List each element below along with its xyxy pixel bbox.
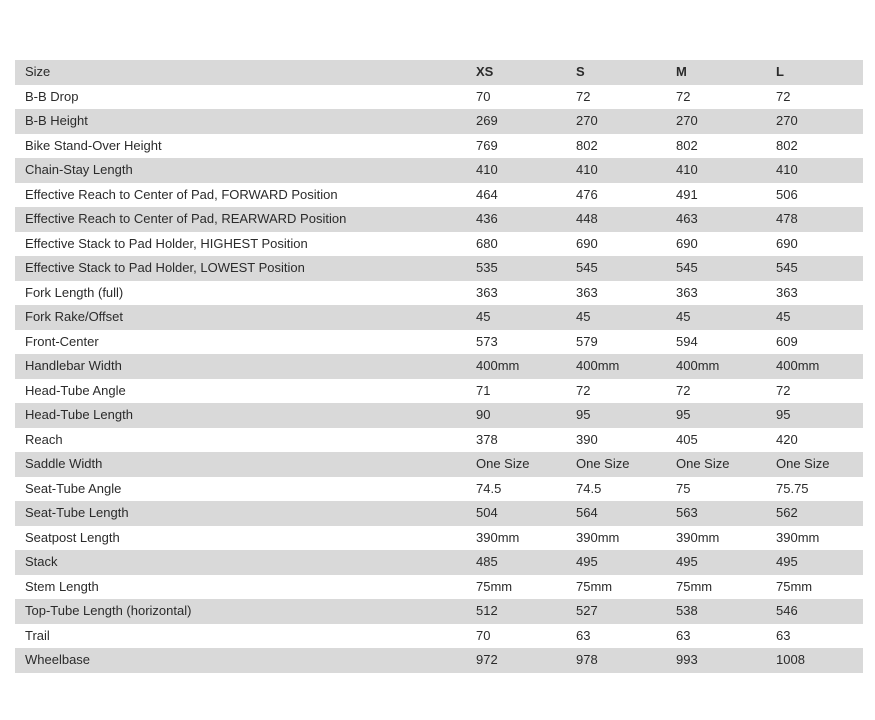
table-row: [15, 305, 863, 330]
value-cell: 72: [566, 379, 666, 404]
value-cell: 45: [766, 305, 863, 330]
value-cell: 420: [766, 428, 863, 453]
row-label-cell: Head-Tube Length: [15, 403, 466, 428]
value-cell: 270: [566, 109, 666, 134]
value-cell: 70: [466, 624, 566, 649]
value-cell: 769: [466, 134, 566, 159]
table-row: [15, 330, 863, 355]
value-cell: 45: [566, 305, 666, 330]
row-label-cell: Head-Tube Angle: [15, 379, 466, 404]
value-cell: 436: [466, 207, 566, 232]
value-cell: 270: [766, 109, 863, 134]
table-header-row: [15, 60, 863, 85]
row-label-cell: Stem Length: [15, 575, 466, 600]
value-cell: 63: [566, 624, 666, 649]
value-cell: 269: [466, 109, 566, 134]
value-cell: 75mm: [766, 575, 863, 600]
value-cell: 802: [666, 134, 766, 159]
size-header-l: L: [766, 60, 863, 85]
value-cell: 75.75: [766, 477, 863, 502]
value-cell: 45: [666, 305, 766, 330]
header-label-cell: Size: [15, 60, 466, 85]
value-cell: 390mm: [566, 526, 666, 551]
value-cell: 72: [666, 379, 766, 404]
row-label-cell: Bike Stand-Over Height: [15, 134, 466, 159]
value-cell: 527: [566, 599, 666, 624]
table-row: [15, 452, 863, 477]
row-label-cell: Top-Tube Length (horizontal): [15, 599, 466, 624]
row-label-cell: B-B Height: [15, 109, 466, 134]
table-row: [15, 599, 863, 624]
value-cell: 75mm: [666, 575, 766, 600]
value-cell: 363: [666, 281, 766, 306]
size-header-m: M: [666, 60, 766, 85]
row-label-cell: Seat-Tube Angle: [15, 477, 466, 502]
row-label-cell: Effective Stack to Pad Holder, HIGHEST Position: [15, 232, 466, 257]
value-cell: 95: [766, 403, 863, 428]
row-label-cell: B-B Drop: [15, 85, 466, 110]
row-label-cell: Effective Reach to Center of Pad, FORWARD Position: [15, 183, 466, 208]
value-cell: 410: [766, 158, 863, 183]
row-label-cell: Effective Reach to Center of Pad, REARWARD Position: [15, 207, 466, 232]
value-cell: 390: [566, 428, 666, 453]
row-label-cell: Wheelbase: [15, 648, 466, 673]
value-cell: 972: [466, 648, 566, 673]
row-label-cell: Seat-Tube Length: [15, 501, 466, 526]
table-row: [15, 550, 863, 575]
value-cell: 75mm: [566, 575, 666, 600]
value-cell: 485: [466, 550, 566, 575]
row-label-cell: Effective Stack to Pad Holder, LOWEST Position: [15, 256, 466, 281]
row-label-cell: Chain-Stay Length: [15, 158, 466, 183]
value-cell: 579: [566, 330, 666, 355]
value-cell: 45: [466, 305, 566, 330]
value-cell: 95: [666, 403, 766, 428]
value-cell: 400mm: [666, 354, 766, 379]
value-cell: 680: [466, 232, 566, 257]
value-cell: 545: [766, 256, 863, 281]
value-cell: 594: [666, 330, 766, 355]
value-cell: 75mm: [466, 575, 566, 600]
value-cell: 463: [666, 207, 766, 232]
value-cell: 95: [566, 403, 666, 428]
value-cell: 573: [466, 330, 566, 355]
value-cell: One Size: [666, 452, 766, 477]
row-label-cell: Seatpost Length: [15, 526, 466, 551]
value-cell: 564: [566, 501, 666, 526]
value-cell: 690: [766, 232, 863, 257]
value-cell: 75: [666, 477, 766, 502]
table-row: [15, 158, 863, 183]
value-cell: 74.5: [466, 477, 566, 502]
value-cell: One Size: [466, 452, 566, 477]
row-label-cell: Reach: [15, 428, 466, 453]
value-cell: 400mm: [566, 354, 666, 379]
value-cell: 72: [666, 85, 766, 110]
value-cell: 71: [466, 379, 566, 404]
table-row: [15, 624, 863, 649]
value-cell: 504: [466, 501, 566, 526]
size-header-xs: XS: [466, 60, 566, 85]
row-label-cell: Handlebar Width: [15, 354, 466, 379]
value-cell: 410: [566, 158, 666, 183]
value-cell: 491: [666, 183, 766, 208]
row-label-cell: Trail: [15, 624, 466, 649]
table-row: [15, 354, 863, 379]
value-cell: 545: [666, 256, 766, 281]
value-cell: 506: [766, 183, 863, 208]
table-row: [15, 232, 863, 257]
value-cell: 563: [666, 501, 766, 526]
value-cell: 495: [766, 550, 863, 575]
value-cell: 464: [466, 183, 566, 208]
size-header-s: S: [566, 60, 666, 85]
value-cell: 512: [466, 599, 566, 624]
value-cell: 609: [766, 330, 863, 355]
row-label-cell: Fork Length (full): [15, 281, 466, 306]
value-cell: 495: [566, 550, 666, 575]
value-cell: 690: [566, 232, 666, 257]
table-row: [15, 256, 863, 281]
value-cell: 476: [566, 183, 666, 208]
value-cell: 400mm: [466, 354, 566, 379]
value-cell: 993: [666, 648, 766, 673]
value-cell: 478: [766, 207, 863, 232]
value-cell: 378: [466, 428, 566, 453]
table-row: [15, 501, 863, 526]
value-cell: 405: [666, 428, 766, 453]
value-cell: One Size: [766, 452, 863, 477]
value-cell: 978: [566, 648, 666, 673]
table-row: [15, 183, 863, 208]
value-cell: 72: [766, 85, 863, 110]
value-cell: 363: [566, 281, 666, 306]
value-cell: 390mm: [766, 526, 863, 551]
row-label-cell: Front-Center: [15, 330, 466, 355]
value-cell: 690: [666, 232, 766, 257]
table-row: [15, 403, 863, 428]
value-cell: 270: [666, 109, 766, 134]
value-cell: One Size: [566, 452, 666, 477]
table-row: [15, 648, 863, 673]
value-cell: 363: [766, 281, 863, 306]
value-cell: 410: [466, 158, 566, 183]
geometry-table: [15, 60, 863, 673]
value-cell: 495: [666, 550, 766, 575]
value-cell: 545: [566, 256, 666, 281]
value-cell: 72: [766, 379, 863, 404]
value-cell: 410: [666, 158, 766, 183]
table-row: [15, 575, 863, 600]
table-row: [15, 428, 863, 453]
value-cell: 400mm: [766, 354, 863, 379]
value-cell: 63: [766, 624, 863, 649]
value-cell: 535: [466, 256, 566, 281]
table-row: [15, 526, 863, 551]
geometry-table-body: [15, 60, 863, 673]
value-cell: 90: [466, 403, 566, 428]
table-row: [15, 134, 863, 159]
value-cell: 1008: [766, 648, 863, 673]
value-cell: 802: [766, 134, 863, 159]
row-label-cell: Fork Rake/Offset: [15, 305, 466, 330]
table-row: [15, 85, 863, 110]
value-cell: 390mm: [466, 526, 566, 551]
value-cell: 448: [566, 207, 666, 232]
table-row: [15, 281, 863, 306]
table-row: [15, 207, 863, 232]
value-cell: 546: [766, 599, 863, 624]
value-cell: 538: [666, 599, 766, 624]
value-cell: 63: [666, 624, 766, 649]
value-cell: 562: [766, 501, 863, 526]
row-label-cell: Stack: [15, 550, 466, 575]
value-cell: 72: [566, 85, 666, 110]
table-row: [15, 477, 863, 502]
value-cell: 363: [466, 281, 566, 306]
value-cell: 802: [566, 134, 666, 159]
value-cell: 74.5: [566, 477, 666, 502]
row-label-cell: Saddle Width: [15, 452, 466, 477]
value-cell: 70: [466, 85, 566, 110]
table-row: [15, 379, 863, 404]
table-row: [15, 109, 863, 134]
value-cell: 390mm: [666, 526, 766, 551]
